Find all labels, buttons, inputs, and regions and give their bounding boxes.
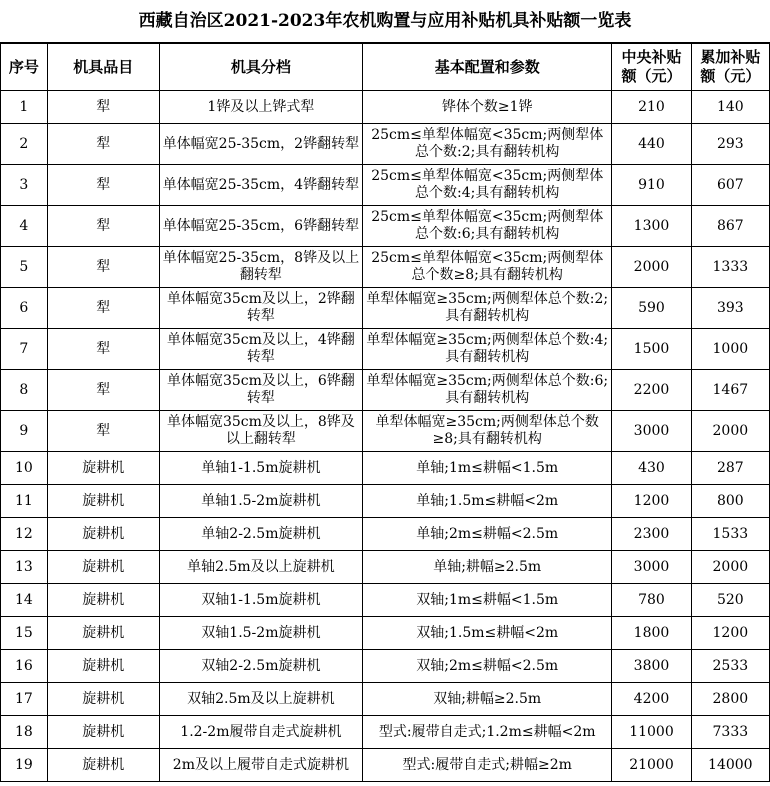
cell-item: 犁 xyxy=(47,411,159,452)
cell-item: 犁 xyxy=(47,329,159,370)
cell-extra-subsidy: 2800 xyxy=(691,683,769,716)
cell-central-subsidy: 2300 xyxy=(612,518,691,551)
cell-grade: 单轴2-2.5m旋耕机 xyxy=(159,518,362,551)
cell-no: 13 xyxy=(1,551,48,584)
cell-item: 犁 xyxy=(47,370,159,411)
table-row xyxy=(1,485,770,518)
cell-central-subsidy: 11000 xyxy=(612,716,691,749)
cell-central-subsidy: 4200 xyxy=(612,683,691,716)
table-row xyxy=(1,716,770,749)
cell-config: 25cm≤单犁体幅宽<35cm;两侧犁体总个数≥8;具有翻转机构 xyxy=(363,247,612,288)
cell-no: 3 xyxy=(1,165,48,206)
cell-item: 旋耕机 xyxy=(47,518,159,551)
cell-config: 双轴;耕幅≥2.5m xyxy=(363,683,612,716)
header-central-subsidy: 中央补贴额（元） xyxy=(612,44,691,91)
cell-grade: 单体幅宽25-35cm，2铧翻转犁 xyxy=(159,124,362,165)
header-config: 基本配置和参数 xyxy=(363,44,612,91)
cell-extra-subsidy: 1533 xyxy=(691,518,769,551)
cell-extra-subsidy: 1333 xyxy=(691,247,769,288)
cell-central-subsidy: 1300 xyxy=(612,206,691,247)
header-item: 机具品目 xyxy=(47,44,159,91)
table-row xyxy=(1,749,770,782)
cell-no: 11 xyxy=(1,485,48,518)
cell-grade: 单轴1.5-2m旋耕机 xyxy=(159,485,362,518)
cell-central-subsidy: 210 xyxy=(612,91,691,124)
table-row xyxy=(1,370,770,411)
cell-grade: 单轴1-1.5m旋耕机 xyxy=(159,452,362,485)
cell-grade: 单体幅宽25-35cm，6铧翻转犁 xyxy=(159,206,362,247)
cell-central-subsidy: 3800 xyxy=(612,650,691,683)
cell-item: 犁 xyxy=(47,206,159,247)
cell-config: 单轴;1.5m≤耕幅<2m xyxy=(363,485,612,518)
cell-grade: 单体幅宽35cm及以上，2铧翻转犁 xyxy=(159,288,362,329)
cell-central-subsidy: 21000 xyxy=(612,749,691,782)
cell-grade: 1铧及以上铧式犁 xyxy=(159,91,362,124)
cell-no: 19 xyxy=(1,749,48,782)
cell-central-subsidy: 1200 xyxy=(612,485,691,518)
cell-no: 16 xyxy=(1,650,48,683)
cell-extra-subsidy: 7333 xyxy=(691,716,769,749)
cell-grade: 双轴1.5-2m旋耕机 xyxy=(159,617,362,650)
cell-central-subsidy: 1800 xyxy=(612,617,691,650)
table-row xyxy=(1,551,770,584)
cell-item: 犁 xyxy=(47,124,159,165)
cell-config: 单轴;1m≤耕幅<1.5m xyxy=(363,452,612,485)
cell-extra-subsidy: 800 xyxy=(691,485,769,518)
header-no: 序号 xyxy=(1,44,48,91)
cell-config: 25cm≤单犁体幅宽<35cm;两侧犁体总个数:2;具有翻转机构 xyxy=(363,124,612,165)
table-row xyxy=(1,288,770,329)
cell-central-subsidy: 2200 xyxy=(612,370,691,411)
cell-no: 7 xyxy=(1,329,48,370)
cell-grade: 双轴1-1.5m旋耕机 xyxy=(159,584,362,617)
cell-extra-subsidy: 1467 xyxy=(691,370,769,411)
table-row xyxy=(1,452,770,485)
table-row xyxy=(1,165,770,206)
cell-item: 旋耕机 xyxy=(47,452,159,485)
cell-config: 型式:履带自走式;1.2m≤耕幅<2m xyxy=(363,716,612,749)
cell-no: 6 xyxy=(1,288,48,329)
page-title: 西藏自治区2021-2023年农机购置与应用补贴机具补贴额一览表 xyxy=(0,0,770,43)
cell-central-subsidy: 910 xyxy=(612,165,691,206)
cell-config: 单犁体幅宽≥35cm;两侧犁体总个数:6;具有翻转机构 xyxy=(363,370,612,411)
cell-config: 单轴;2m≤耕幅<2.5m xyxy=(363,518,612,551)
cell-grade: 单体幅宽25-35cm，8铧及以上翻转犁 xyxy=(159,247,362,288)
cell-grade: 单体幅宽35cm及以上，4铧翻转犁 xyxy=(159,329,362,370)
table-row xyxy=(1,683,770,716)
cell-no: 15 xyxy=(1,617,48,650)
cell-config: 25cm≤单犁体幅宽<35cm;两侧犁体总个数:6;具有翻转机构 xyxy=(363,206,612,247)
cell-item: 旋耕机 xyxy=(47,584,159,617)
cell-extra-subsidy: 393 xyxy=(691,288,769,329)
cell-config: 双轴;1m≤耕幅<1.5m xyxy=(363,584,612,617)
cell-no: 14 xyxy=(1,584,48,617)
cell-no: 10 xyxy=(1,452,48,485)
cell-item: 犁 xyxy=(47,91,159,124)
cell-extra-subsidy: 607 xyxy=(691,165,769,206)
cell-extra-subsidy: 2000 xyxy=(691,551,769,584)
cell-central-subsidy: 3000 xyxy=(612,411,691,452)
cell-extra-subsidy: 1200 xyxy=(691,617,769,650)
subsidy-table-wrapper xyxy=(0,43,770,782)
cell-extra-subsidy: 1000 xyxy=(691,329,769,370)
cell-grade: 1.2-2m履带自走式旋耕机 xyxy=(159,716,362,749)
table-row xyxy=(1,329,770,370)
cell-no: 12 xyxy=(1,518,48,551)
cell-no: 9 xyxy=(1,411,48,452)
cell-central-subsidy: 590 xyxy=(612,288,691,329)
cell-item: 旋耕机 xyxy=(47,650,159,683)
cell-config: 单犁体幅宽≥35cm;两侧犁体总个数:4;具有翻转机构 xyxy=(363,329,612,370)
cell-grade: 2m及以上履带自走式旋耕机 xyxy=(159,749,362,782)
cell-central-subsidy: 440 xyxy=(612,124,691,165)
cell-extra-subsidy: 867 xyxy=(691,206,769,247)
cell-item: 犁 xyxy=(47,288,159,329)
cell-central-subsidy: 1500 xyxy=(612,329,691,370)
cell-grade: 单体幅宽35cm及以上，8铧及以上翻转犁 xyxy=(159,411,362,452)
cell-item: 旋耕机 xyxy=(47,683,159,716)
table-row xyxy=(1,247,770,288)
cell-grade: 双轴2-2.5m旋耕机 xyxy=(159,650,362,683)
cell-extra-subsidy: 14000 xyxy=(691,749,769,782)
cell-no: 18 xyxy=(1,716,48,749)
cell-grade: 单体幅宽25-35cm，4铧翻转犁 xyxy=(159,165,362,206)
cell-item: 旋耕机 xyxy=(47,749,159,782)
cell-config: 铧体个数≥1铧 xyxy=(363,91,612,124)
cell-extra-subsidy: 2533 xyxy=(691,650,769,683)
cell-extra-subsidy: 293 xyxy=(691,124,769,165)
cell-grade: 单体幅宽35cm及以上，6铧翻转犁 xyxy=(159,370,362,411)
table-row xyxy=(1,411,770,452)
cell-extra-subsidy: 520 xyxy=(691,584,769,617)
cell-no: 5 xyxy=(1,247,48,288)
cell-config: 双轴;1.5m≤耕幅<2m xyxy=(363,617,612,650)
cell-item: 旋耕机 xyxy=(47,716,159,749)
cell-central-subsidy: 780 xyxy=(612,584,691,617)
cell-no: 4 xyxy=(1,206,48,247)
cell-no: 8 xyxy=(1,370,48,411)
table-row xyxy=(1,91,770,124)
header-extra-subsidy: 累加补贴额（元） xyxy=(691,44,769,91)
table-row xyxy=(1,584,770,617)
cell-config: 双轴;2m≤耕幅<2.5m xyxy=(363,650,612,683)
table-row xyxy=(1,650,770,683)
cell-central-subsidy: 2000 xyxy=(612,247,691,288)
cell-central-subsidy: 430 xyxy=(612,452,691,485)
cell-config: 25cm≤单犁体幅宽<35cm;两侧犁体总个数:4;具有翻转机构 xyxy=(363,165,612,206)
header-grade: 机具分档 xyxy=(159,44,362,91)
cell-extra-subsidy: 140 xyxy=(691,91,769,124)
cell-item: 犁 xyxy=(47,247,159,288)
cell-config: 单犁体幅宽≥35cm;两侧犁体总个数≥8;具有翻转机构 xyxy=(363,411,612,452)
table-row xyxy=(1,518,770,551)
table-row xyxy=(1,206,770,247)
cell-config: 型式:履带自走式;耕幅≥2m xyxy=(363,749,612,782)
cell-extra-subsidy: 287 xyxy=(691,452,769,485)
table-body xyxy=(1,91,770,782)
cell-config: 单犁体幅宽≥35cm;两侧犁体总个数:2;具有翻转机构 xyxy=(363,288,612,329)
cell-item: 旋耕机 xyxy=(47,551,159,584)
cell-grade: 双轴2.5m及以上旋耕机 xyxy=(159,683,362,716)
cell-extra-subsidy: 2000 xyxy=(691,411,769,452)
table-row xyxy=(1,124,770,165)
cell-item: 犁 xyxy=(47,165,159,206)
cell-no: 1 xyxy=(1,91,48,124)
cell-item: 旋耕机 xyxy=(47,617,159,650)
table-row xyxy=(1,617,770,650)
subsidy-table xyxy=(0,43,770,782)
cell-config: 单轴;耕幅≥2.5m xyxy=(363,551,612,584)
cell-grade: 单轴2.5m及以上旋耕机 xyxy=(159,551,362,584)
cell-central-subsidy: 3000 xyxy=(612,551,691,584)
cell-no: 2 xyxy=(1,124,48,165)
cell-no: 17 xyxy=(1,683,48,716)
cell-item: 旋耕机 xyxy=(47,485,159,518)
header-row xyxy=(1,44,770,91)
